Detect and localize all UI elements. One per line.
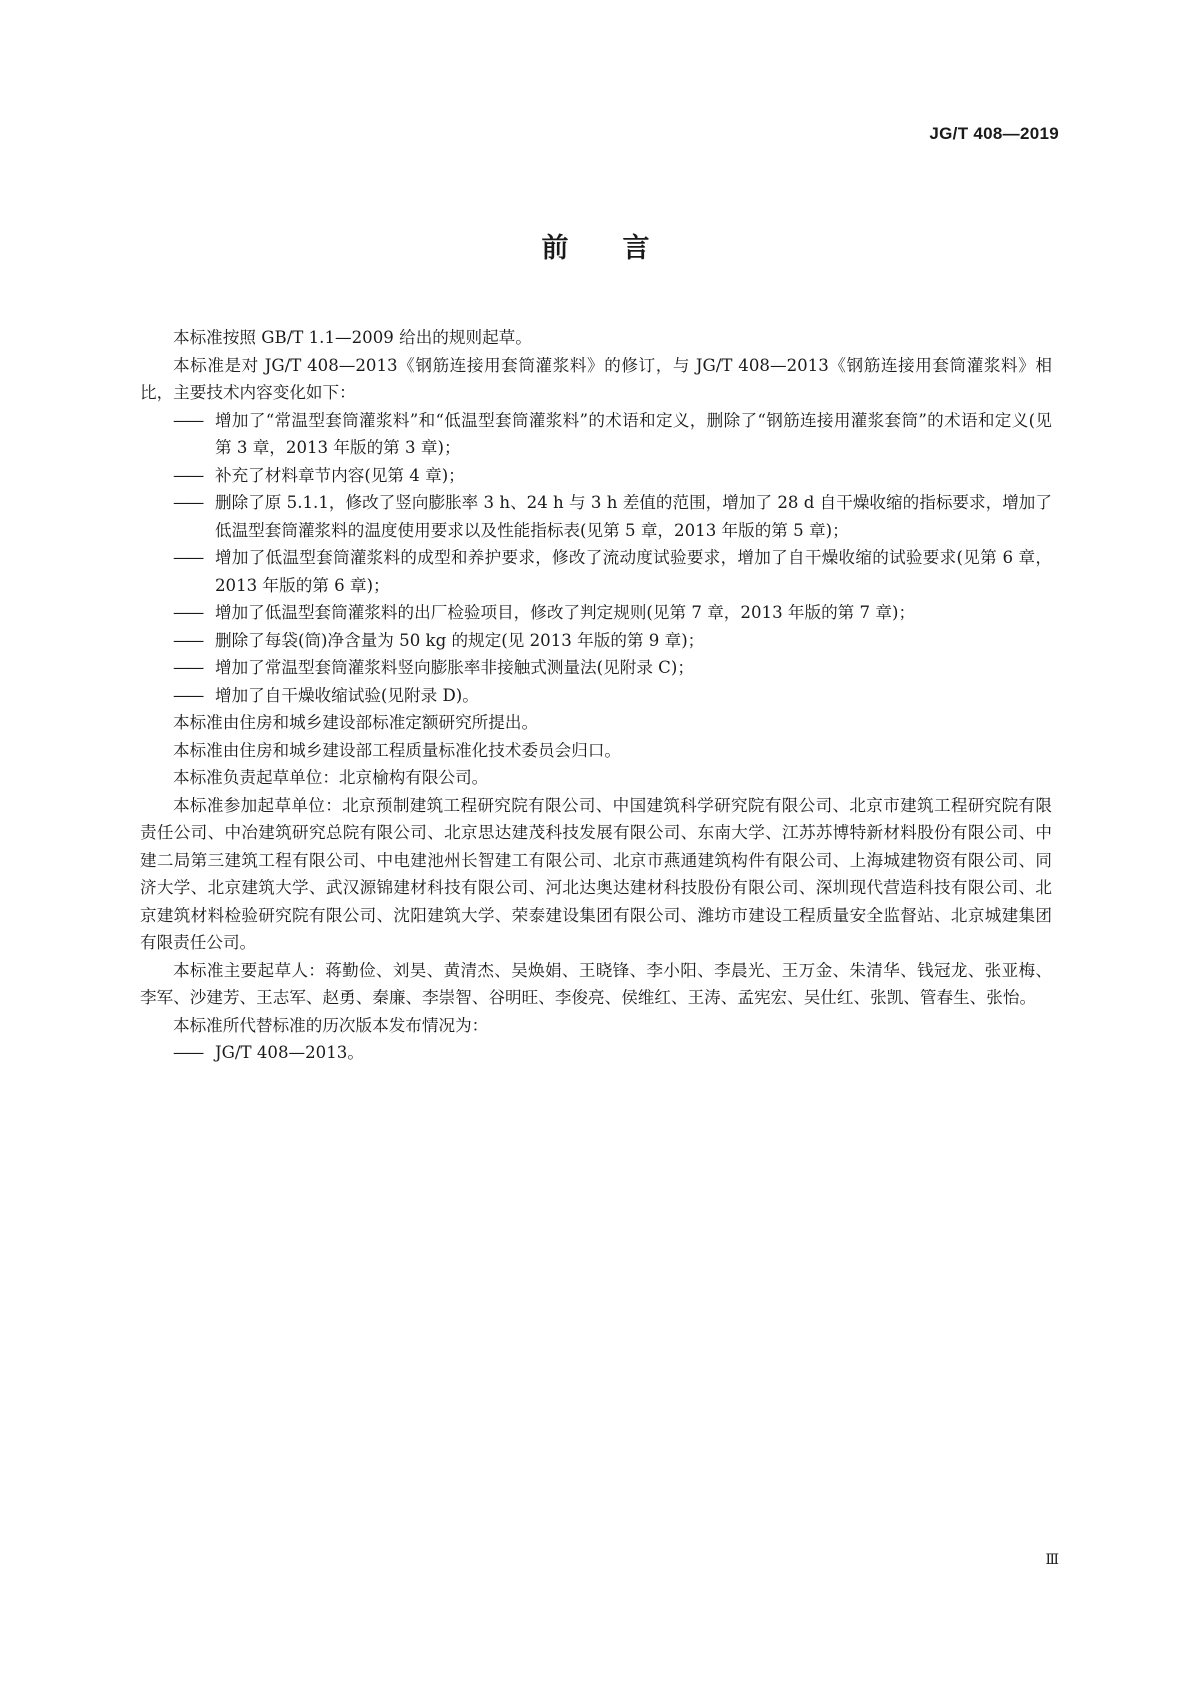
dash-marker: —— [173,630,203,650]
dash-marker: —— [173,658,203,677]
change-item-text: 增加了常温型套筒灌浆料竖向膨胀率非接触式测量法(见附录 C)； [215,658,694,677]
change-item-text: 删除了原 5.1.1，修改了竖向膨胀率 3 h、24 h 与 3 h 差值的范围，增加了 28 d 自干燥收缩的指标要求，增加了低温型套筒灌浆料的温度使用要求以及性能指标表(见第 5 章，2013 年版的第 5 章)； [215,493,1052,540]
change-item [140,407,1052,462]
dash-marker: —— [173,1043,203,1062]
change-item-text: 增加了低温型套筒灌浆料的成型和养护要求，修改了流动度试验要求，增加了自干燥收缩的试验要求(见第 6 章，2013 年版的第 6 章)； [215,548,1052,595]
change-item [140,544,1052,599]
change-item-text: 删除了每袋(筒)净含量为 50 kg 的规定(见 2013 年版的第 9 章)； [215,630,705,650]
change-item [140,654,1052,682]
page-title-char-1: 前 [541,233,569,264]
change-item [140,682,1052,710]
change-item-text: 增加了低温型套筒灌浆料的出厂检验项目，修改了判定规则(见第 7 章，2013 年版的第 7 章)； [215,603,916,622]
change-item-text: 增加了自干燥收缩试验(见附录 D)。 [215,685,479,705]
dash-marker: —— [173,465,203,485]
foreword-body [140,324,1052,1067]
paragraph-lead-drafter: 本标准负责起草单位：北京榆构有限公司。 [173,768,489,787]
dash-marker: —— [173,548,203,567]
change-item-text: 增加了“常温型套筒灌浆料”和“低温型套筒灌浆料”的术语和定义，删除了“钢筋连接用灌浆套筒”的术语和定义(见第 3 章，2013 年版的第 3 章)； [215,410,1052,457]
change-item [140,599,1052,627]
change-item [140,627,1052,655]
paragraph-main-drafters: 本标准主要起草人：蒋勤俭、刘昊、黄清杰、吴焕娟、王晓锋、李小阳、李晨光、王万金、朱清华、钱冠龙、张亚梅、李军、沙建芳、王志军、赵勇、秦廉、李崇智、谷明旺、李俊亮、侯维红、王涛、孟宪宏、吴仕红、张凯、管春生、张怡。 [140,960,1052,1007]
paragraph-proposer: 本标准由住房和城乡建设部标准定额研究所提出。 [173,713,539,732]
page-title-char-2: 言 [622,233,650,264]
paragraph-history-intro: 本标准所代替标准的历次版本发布情况为： [173,1015,489,1035]
standard-code: JG/T 408—2019 [929,124,1059,143]
dash-marker: —— [173,685,203,705]
change-item [140,462,1052,490]
dash-marker: —— [173,410,203,430]
page-number: Ⅲ [1045,1552,1059,1568]
dash-marker: —— [173,493,203,512]
change-item-text: 补充了材料章节内容(见第 4 章)； [215,465,465,485]
history-item-text: JG/T 408—2013。 [215,1043,364,1062]
paragraph-drafting-rules: 本标准按照 GB/T 1.1—2009 给出的规则起草。 [173,328,532,347]
dash-marker: —— [173,603,203,622]
page-title [0,226,1191,265]
history-item [140,1039,1052,1067]
paragraph-participating-drafters: 本标准参加起草单位：北京预制建筑工程研究院有限公司、中国建筑科学研究院有限公司、北京市建筑工程研究院有限责任公司、中冶建筑研究总院有限公司、北京思达建茂科技发展有限公司、东南大学、江苏苏博特新材料股份有限公司、中建二局第三建筑工程有限公司、中电建池州长智建工有限公司、北京市燕通建筑构件有限公司、上海城建物资有限公司、同济大学、北京建筑大学、武汉源锦建材科技有限公司、河北达奥达建材科技股份有限公司、深圳现代营造科技有限公司、北京建筑材料检验研究院有限公司、沈阳建筑大学、荣泰建设集团有限公司、潍坊市建设工程质量安全监督站、北京城建集团有限责任公司。 [140,795,1052,952]
paragraph-technical-committee: 本标准由住房和城乡建设部工程质量标准化技术委员会归口。 [173,740,622,760]
paragraph-revision-intro: 本标准是对 JG/T 408—2013《钢筋连接用套筒灌浆料》的修订，与 JG/T 408—2013《钢筋连接用套筒灌浆料》相比，主要技术内容变化如下： [140,355,1052,402]
change-item [140,489,1052,544]
